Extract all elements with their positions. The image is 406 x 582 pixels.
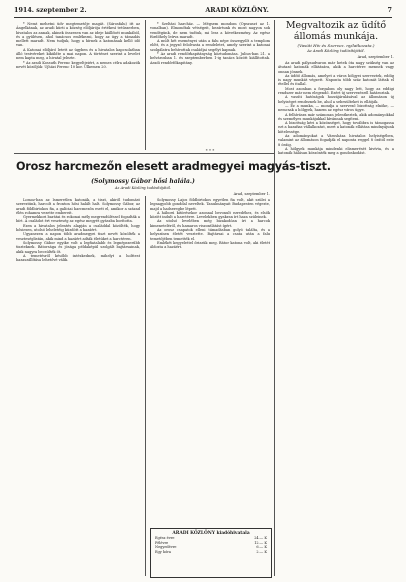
section-separator-stars: * * * bbox=[205, 148, 215, 153]
paragraph: A múlt hét eseményei után a falu népe összegyűlt a templom előtt, és a jegyző felolvasta a rendeletet, amely szerint a katonai szolgálatra behívottak családjai segélyt kapnak. bbox=[150, 39, 270, 52]
right-dateline: Arad, szeptember 1. bbox=[357, 55, 394, 59]
subscription-period: Egy hóra bbox=[155, 549, 172, 554]
subscription-period: Negyedévre bbox=[155, 545, 177, 550]
paragraph: * Az aradi rendőrkapitányság köztudomása. Julius-ban 21. a belvárosban 1. és szeptemberben 1-ig tanács között kiállítottak. Aradi rendőrfőkapitány. bbox=[150, 52, 270, 65]
top-middle-column bbox=[150, 22, 270, 65]
paragraph: Az aradi pályaudvaron már hetek óta nagy szükség van az átutazó katonák ellátására, akik a harctérre mennek vagy onnan jönnek. bbox=[278, 61, 394, 74]
paragraph: Ugyanezen a napon több aradmegyei tiszt nevét közölték a veszteséglistán, akik mind a hazáért adták életüket a harctéren. bbox=[16, 232, 140, 241]
subscription-period: Félévre bbox=[155, 540, 169, 545]
paragraph: Az üdítő állomás, amelyet a város hölgyei szerveztek, eddig is nagy munkát végzett. Naponta több száz katonát láttak el étellel és itallal. bbox=[278, 73, 394, 87]
subscription-price: 2.— K bbox=[256, 549, 267, 554]
column-divider bbox=[145, 196, 146, 576]
main-subheadline: (Solymossy Gábor hősi halála.) bbox=[91, 178, 195, 185]
paragraph: A felhívásra már számosan jelentkeztek, akik adományokkal és személyes munkájukkal kívánnak segíteni. bbox=[278, 112, 394, 121]
main-dateline: Arad, szeptember 1. bbox=[233, 192, 270, 196]
paragraph: Emlékét kegyelettel őrizzük meg. Bátor katona volt, aki életét áldozta a hazáért. bbox=[150, 240, 270, 250]
main-column-1 bbox=[16, 198, 140, 262]
header-paper-name: ARADI KÖZLÖNY. bbox=[205, 6, 269, 14]
paragraph: Az adományokat a Városháza hivatalos helyiségében, valamint az állomáson fogadják el naponta reggel 8 órától este 8 óráig. bbox=[278, 134, 394, 147]
paragraph: Most azonban a forgalom oly nagy lett, hogy az eddigi rendszer már nem elegendő. Ezért új szervezésről határoztak. bbox=[278, 86, 394, 96]
paragraph: Solymossy Lajos földbirtokos egyetlen fia volt, akit szülei a legnagyobb gonddal neveltek. Tanulmányait Budapesten végezte, majd a hadseregbe lépett. bbox=[150, 198, 270, 211]
section-rule bbox=[14, 153, 274, 154]
paragraph: A hölgyek munkája mindenki elismerését kivívta, és a katonák hálásan köszönték meg a gondoskodást. bbox=[278, 146, 394, 156]
subscription-price: 6.— K bbox=[256, 545, 267, 550]
main-column-2 bbox=[150, 198, 270, 250]
right-column bbox=[278, 61, 394, 156]
paragraph: Gyermekkori barátai és rokonai mély megrendüléssel fogadták a hírt. A családot ért veszteség az egész megyét gyászba borította. bbox=[16, 215, 140, 224]
paragraph: Lomoz-ban az Ismeretlen katonák, a tiszt, akiről tudomást szereztünk, harcolt a fronton hősi halált halt. Solymossy Gábor, az aradi földbirtokos fia, a galíciai harcmezőn esett el, amikor a század élén rohamra vezette embereit. bbox=[16, 198, 140, 215]
main-headline: Orosz harcmezőn elesett aradmegyei magyás-tiszt. bbox=[16, 160, 331, 173]
right-byline: Az Aradi Közlöny tudósítójától. bbox=[307, 49, 365, 53]
right-headline: Megvaltozik az üdítő állomás munkája. bbox=[285, 20, 387, 42]
right-subheadline: (Vasúti Hív és Szervez. nyilatkozata.) bbox=[297, 43, 375, 48]
header-page-number: 7 bbox=[387, 6, 392, 14]
paragraph: — Ez a munka, — mondja a szervező bizottság elnöke, — nemcsak a hölgyek, hanem az egész város ügye. bbox=[278, 103, 394, 113]
subscription-row bbox=[151, 550, 271, 555]
subscription-price: 12.— K bbox=[254, 540, 267, 545]
paragraph: A bizottság kéri a közönséget, hogy továbbra is támogassa ezt a hazafias vállalkozást, mert a katonák ellátása mindnyájunk kötelessége. bbox=[278, 121, 394, 134]
paragraph: Az orosz csapatok elleni támadásban golyó találta, és a helyszínen életét vesztette. Bajtársai a csata után a falu temetőjében temették el. bbox=[150, 228, 270, 241]
paragraph: * Szeltási harcház. — Mégsem mondom (Opszuszt az 1. vonalban). Elmondtak vétségeit, hezártunk és most nagyon sok vendégünk, de nem tudtuk, mi lesz a következmény. Az egész fürdőhely leírva maradt. bbox=[150, 22, 270, 39]
column-divider bbox=[274, 20, 275, 576]
subscription-title: ARADI KÖZLÖNY kiadóhivatala bbox=[172, 531, 250, 536]
paragraph: A temetésről később intézkednek, mihelyt a holttest hazaszállítása lehetővé válik. bbox=[16, 253, 140, 263]
paragraph: A Katonai elöljáró letett az ügyben és a hivatalos kapcsolatban álló testvéreket kiküldte a mai napon. A történet szerint a levelet nem kapta meg, a hivatal jelezte. bbox=[16, 47, 140, 61]
main-byline: Az Aradi Közlöny tudósítójától. bbox=[114, 186, 172, 190]
paragraph: * Nemt mehetni üdv megtemetője magát. (Sárosfalu) itt az Ángelkának, az aradi kürti a község elöljárója értékesí tetűszerben, hivatalos az annak, akinek összesen van az ideje kiállított munkából, és a gyűlésen, ahol tanácsos emlékezni, hogy az ügy a támadás mellett maradt. Nem tudjuk, hogy a hírnek a katonának kellő idő van. bbox=[16, 22, 140, 48]
paragraph: A háború kitörésekor azonnal bevonult ezredéhez, és elsők között indult a harctérre. Levelekben gyakran írt haza szüleinek. bbox=[150, 210, 270, 220]
header-rule bbox=[14, 17, 392, 18]
paragraph: A vasúti hatóságok hozzájárulásával az állomáson új helyiséget rendeznek be, ahol a sebesülteket is ellátják. bbox=[278, 95, 394, 104]
paragraph: Solymossy Gábor egyike volt a legfiatalabb és legnépszerűbb tiszteknek. Bátorsága és jósága példaképül szolgált bajtársainak, akik nagyra becsülték őt. bbox=[16, 240, 140, 254]
subscription-box bbox=[150, 528, 272, 578]
subscription-period: Egész évre bbox=[155, 536, 175, 540]
column-divider bbox=[145, 20, 146, 150]
top-left-column bbox=[16, 22, 140, 69]
paragraph: Ezen a hivatalos jelentés alapján a családdal közölték, hogy hősiesen, utolsó leheletéig küzdött a hazáért. bbox=[16, 223, 140, 233]
header-date: 1914. szeptember 2. bbox=[14, 6, 87, 14]
subscription-price: 24.— K bbox=[254, 536, 267, 540]
paragraph: Az utolsó levelében még bizakodóan írt a harcok kimeneteléről, és hamaros viszontlátást ígért. bbox=[150, 219, 270, 228]
paragraph: * Az aradi Kossuth Ferenc kegyeltjeiért, a nemes célra adakozók nevét közöljük: Ujházi Ferenc 10 kor. Ulkemen 20. bbox=[16, 60, 140, 69]
